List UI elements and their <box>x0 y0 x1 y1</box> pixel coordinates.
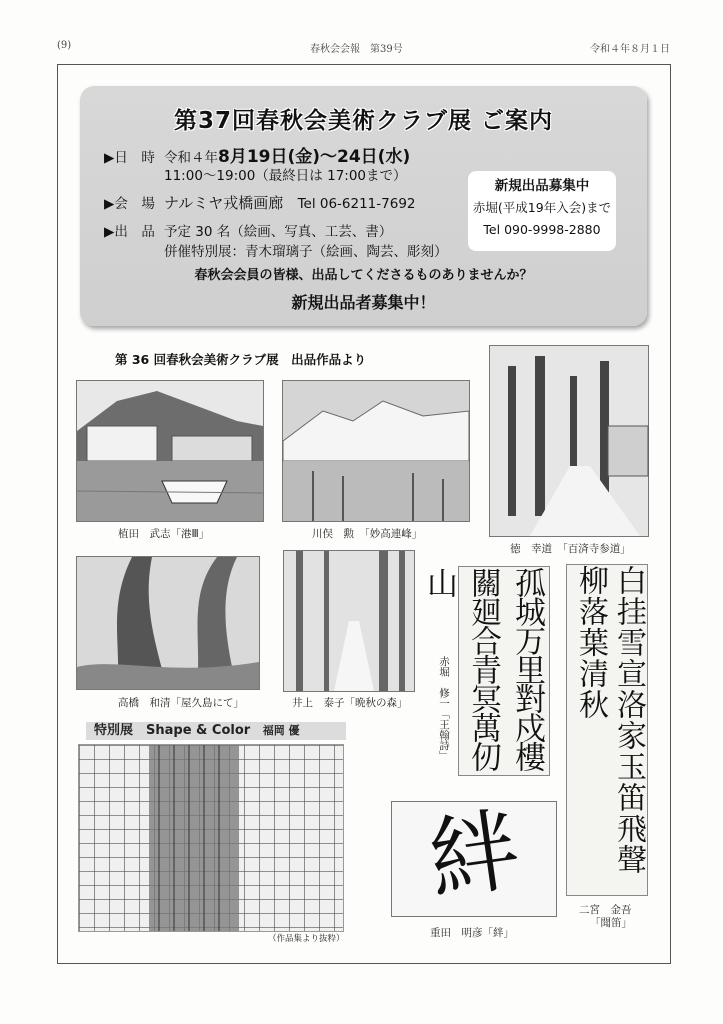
section-title: 第 36 回春秋会美術クラブ展 出品作品より <box>115 352 367 367</box>
venue-row <box>104 192 416 213</box>
recruit-contact: 赤堀(平成19年入会)まで <box>472 200 612 215</box>
venue-name: ナルミヤ戎橋画廊 <box>164 194 284 212</box>
time-row: 11:00〜19:00（最終日は 17:00まで） <box>164 168 407 184</box>
works-label: ▶出 品 <box>104 224 155 240</box>
recruit-tel: Tel 090-9998-2880 <box>483 222 601 237</box>
special-show-note: （作品集より抜粋） <box>268 934 345 944</box>
forest-path-painting <box>490 346 648 536</box>
mountain-painting <box>283 381 469 521</box>
caption-yakushima: 高橋 和清「屋久島にて」 <box>118 697 244 709</box>
caption-ninomiya-title: 「聞笛」 <box>590 917 632 929</box>
caption-mountains: 川俣 勲 「妙高連峰」 <box>312 528 423 540</box>
ninomiya-calligraphy: 白挂雪宣洛家玉笛飛聲柳落葉清秋 <box>566 564 648 896</box>
date-prefix: 令和４年 <box>164 150 218 166</box>
caption-akahori: 赤堀 修一「王翰詩」 <box>438 656 450 761</box>
special-show-artist: 福岡 優 <box>262 724 300 737</box>
recruit-title: 新規出品募集中 <box>494 178 590 194</box>
exhibition-banner <box>80 86 647 326</box>
artwork-mountains <box>282 380 470 522</box>
date-label: ▶日 時 <box>104 150 155 166</box>
callout-recruit: 新規出品者募集中！ <box>291 293 436 312</box>
caption-ninomiya-name: 二宮 金吾 <box>579 904 632 916</box>
caption-temple-path: 徳 幸道 「百済寺参道」 <box>510 543 631 555</box>
date-main: 8月19日(金)〜24日(水) <box>218 147 411 167</box>
page-number: (9) <box>57 40 72 51</box>
artwork-autumn-forest <box>283 550 415 692</box>
kizuna-calligraphy: 絆 <box>422 797 526 914</box>
artwork-yakushima <box>76 556 260 690</box>
banner-title: 第37回春秋会美術クラブ展 ご案内 <box>173 108 553 134</box>
venue-tel: Tel 06-6211-7692 <box>297 196 416 212</box>
artwork-kizuna <box>391 797 557 917</box>
autumn-forest-painting <box>284 551 414 691</box>
artwork-shape-color <box>78 744 344 932</box>
works-text: 予定 30 名（絵画、写真、工芸、書） <box>164 224 393 240</box>
special-exhibit-row: 併催特別展：青木瑠璃子（絵画、陶芸、彫刻） <box>164 244 448 260</box>
venue-label: ▶会 場 <box>104 196 155 212</box>
special-show-banner <box>86 722 346 740</box>
akahori-calligraphy: 孤城万里對戍樓關廻合青冥萬仞山 <box>458 566 550 776</box>
issue-date: 令和４年８月１日 <box>590 44 670 55</box>
caption-kizuna: 重田 明彦「絆」 <box>430 927 514 939</box>
caption-autumn-forest: 井上 泰子「晩秋の森」 <box>292 697 408 709</box>
yakushima-painting <box>77 557 259 689</box>
harbor-painting <box>77 381 263 521</box>
artwork-temple-path <box>489 345 649 537</box>
newsletter-title: 春秋会会報 第39号 <box>310 44 403 55</box>
recruit-box <box>468 171 616 251</box>
special-show-title: 特別展 Shape & Color <box>94 723 251 738</box>
callout-question: 春秋会会員の皆様、出品してくださるものありませんか？ <box>194 268 533 283</box>
caption-harbor: 植田 武志「港Ⅲ」 <box>118 528 210 540</box>
grid-artwork <box>79 745 343 931</box>
works-row <box>104 220 392 240</box>
artwork-harbor <box>76 380 264 522</box>
